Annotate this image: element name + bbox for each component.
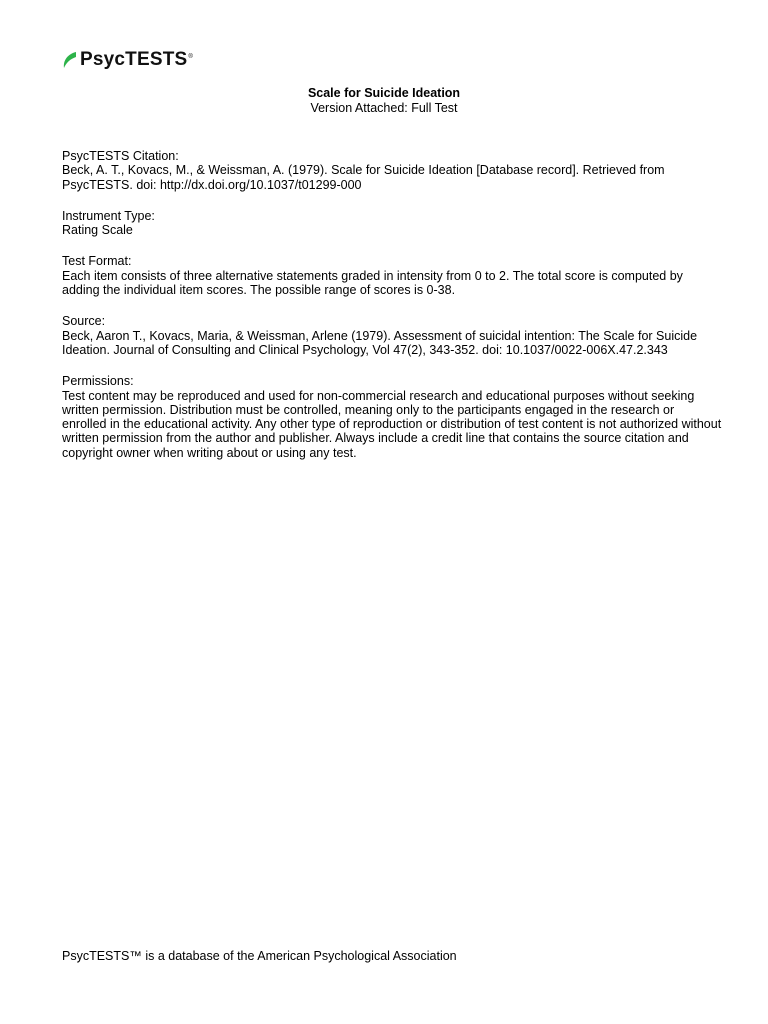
logo-registered-mark: ® bbox=[188, 54, 193, 60]
instrument-type-section bbox=[62, 209, 722, 238]
page-footer: PsycTESTS™ is a database of the American Psychological Association bbox=[62, 949, 457, 963]
document-header bbox=[0, 86, 768, 115]
logo-leaf-icon bbox=[62, 51, 78, 69]
citation-label: PsycTESTS Citation: bbox=[62, 149, 179, 163]
source-label: Source: bbox=[62, 314, 106, 329]
logo-text: PsycTESTS bbox=[80, 49, 188, 70]
source-section bbox=[62, 314, 722, 357]
source-text: Beck, Aaron T., Kovacs, Maria, & Weissman, Arlene (1979). Assessment of suicidal intention: The Scale for Suicide Ideation. Journal of Consulting and Clinical Psychology, Vol 47(2), 343-352. doi: 10.1037/0022-006X.47.2.343 bbox=[62, 328, 698, 357]
permissions-label: Permissions: bbox=[62, 374, 134, 389]
psyctests-logo bbox=[62, 48, 193, 72]
permissions-text: Test content may be reproduced and used for non-commercial research and educational purposes without seeking written permission. Distribution must be controlled, meaning only to the participants engaged in the research or enrolled in the educational activity. Any other type of reproduction or distribution of test content is not authorized without written permission from the author and publisher. Always include a credit line that contains the source citation and copyright owner when writing about or using any test. bbox=[62, 388, 722, 460]
test-format-text: Each item consists of three alternative statements graded in intensity from 0 to 2. The total score is computed by adding the individual item scores. The possible range of scores is 0-38. bbox=[62, 268, 683, 298]
citation-text: Beck, A. T., Kovacs, M., & Weissman, A. (1979). Scale for Suicide Ideation [Database record]. Retrieved from PsycTESTS. doi: http://dx.doi.org/10.1037/t01299-000 bbox=[62, 163, 665, 192]
citation-section bbox=[62, 149, 722, 192]
permissions-section bbox=[62, 374, 722, 460]
document-version: Version Attached: Full Test bbox=[310, 100, 458, 115]
document-title: Scale for Suicide Ideation bbox=[307, 86, 461, 100]
test-format-label: Test Format: bbox=[62, 254, 132, 269]
test-format-section bbox=[62, 254, 722, 297]
instrument-type-text: Rating Scale bbox=[62, 223, 133, 238]
document-body bbox=[62, 149, 722, 477]
instrument-type-label: Instrument Type: bbox=[62, 208, 155, 223]
